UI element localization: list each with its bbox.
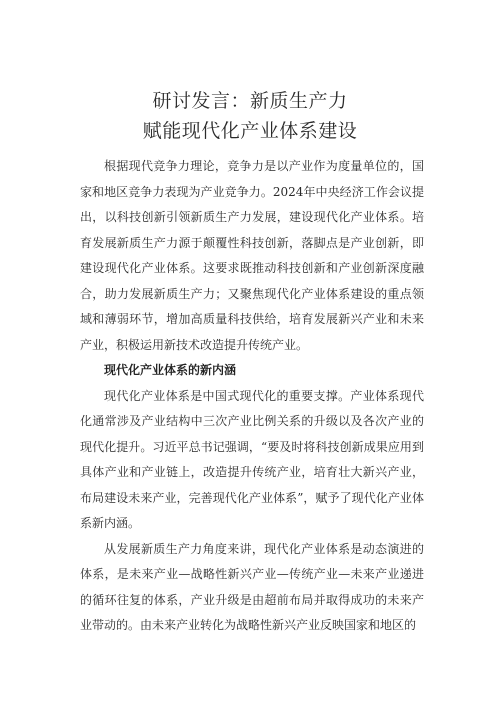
section-heading: 现代化产业体系的新内涵 [104, 363, 237, 377]
paragraph-intro: 根据现代竞争力理论，竞争力是以产业作为度量单位的，国家和地区竞争力表现为产业竞争力。2024年中央经济工作会议提出，以科技创新引领新质生产力发展，建设现代化产业体系。培育发展新质生产力源于颠覆性科技创新，落脚点是产业创新，即建设现代化产业体系。这要求既推动科技创新和产业创新深度融合，助力发展新质生产力；又聚焦现代化产业体系建设的重点领域和薄弱环节，增加高质量科技供给，培育发展新兴产业和未来产业，积极运用新技术改造提升传统产业。 [80, 159, 424, 352]
title-line-1: 研讨发言：新质生产力 [152, 90, 348, 112]
paragraph-new-connotation: 现代化产业体系是中国式现代化的重要支撑。产业体系现代化通常涉及产业结构中三次产业比例关系的升级以及各次产业的现代化提升。习近平总书记强调，“要及时将科技创新成果应用到具体产业和产业链上，改造提升传统产业，培育壮大新兴产业，布局建设未来产业，完善现代化产业体系”，赋予了现代化产业体系新内涵。 [80, 388, 424, 530]
paragraph-dynamic-system: 从发展新质生产力角度来讲，现代化产业体系是动态演进的体系，是未来产业—战略性新兴产业—传统产业—未来产业递进的循环往复的体系，产业升级是由超前布局并取得成功的未来产业带动的。由未来产业转化为战略性新兴产业反映国家和地区的 [80, 541, 424, 632]
document-title [60, 86, 440, 146]
title-line-2: 赋能现代化产业体系建设 [142, 120, 358, 142]
document-body [80, 154, 424, 639]
